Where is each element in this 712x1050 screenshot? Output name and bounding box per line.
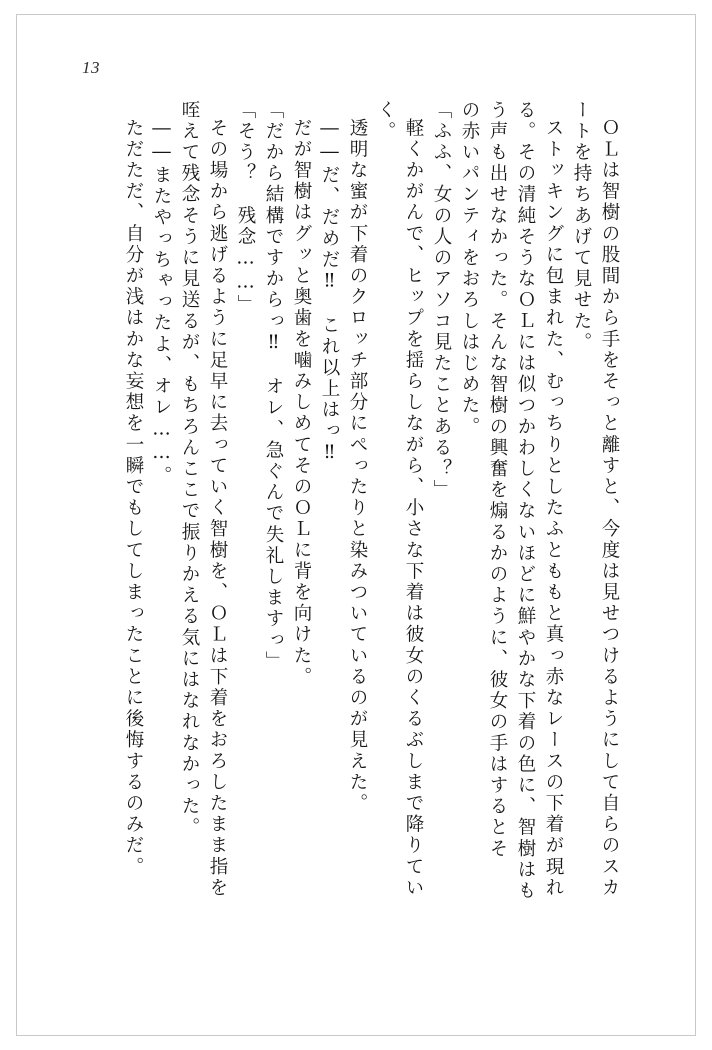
text-column: う声も出せなかった。そんな智樹の興奮を煽るかのように、彼女の手はするとそ: [487, 100, 508, 860]
text-column: その場から逃げるように足早に去っていく智樹を、ＯＬは下着をおろしたまま指を: [207, 118, 228, 899]
text-column: 透明な蜜が下着のクロッチ部分にぺったりと染みついているのが見えた。: [347, 118, 368, 815]
page-number: 13: [82, 58, 100, 77]
text-column: ――だ、だめだ‼ これ以上はっ‼: [319, 118, 340, 466]
text-column: る。その清純そうなＯＬには似つかわしくないほどに鮮やかな下着の色に、智樹はも: [515, 100, 536, 902]
text-column: ただただ、自分が浅はかな妄想を一瞬でもしてしまったことに後悔するのみだ。: [123, 118, 144, 878]
text-column: ――またやっちゃったよ、オレ……。: [151, 118, 172, 487]
text-column: ストッキングに包まれた、むっちりとしたふとももと真っ赤なレースの下着が現れ: [543, 118, 564, 899]
text-column: ＯＬは智樹の股間から手をそっと離すと、今度は見せつけるようにして自らのスカ: [599, 118, 620, 899]
text-column: だが智樹はグッと奥歯を噛みしめてそのＯＬに背を向けた。: [291, 118, 312, 688]
vertical-text-block: [118, 100, 618, 962]
text-column: の赤いパンティをおろしはじめた。: [459, 100, 480, 438]
text-column: ートを持ちあげて見せた。: [571, 100, 592, 354]
text-column: 「だから結構ですからっ‼ オレ、急ぐんで失礼しますっ」: [263, 100, 284, 673]
text-column: 「そう？ 残念……」: [235, 100, 256, 316]
text-column: 「ふふ、女の人のアソコ見たことある？」: [431, 100, 452, 501]
text-column: 軽くかがんで、ヒップを揺らしながら、小さな下着は彼女のくるぶしまで降りてい: [403, 118, 424, 899]
text-column: く。: [375, 100, 396, 143]
text-column: 咥えて残念そうに見送るが、もちろんここで振りかえる気にはなれなかった。: [179, 100, 200, 839]
